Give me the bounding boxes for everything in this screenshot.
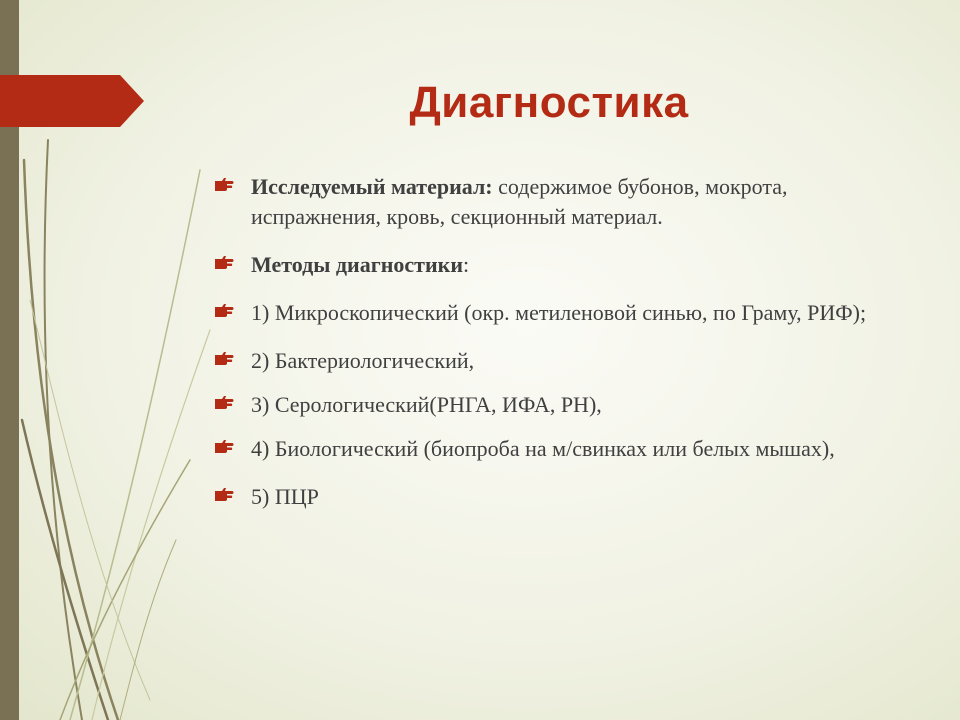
item-text: 3) Серологический(РНГА, ИФА, РН), (251, 392, 602, 417)
item-text: 2) Бактериологический, (251, 348, 475, 373)
pointing-hand-icon (214, 395, 234, 411)
list-item (214, 346, 904, 376)
list-item (214, 482, 904, 512)
list-item (214, 250, 904, 280)
pointing-hand-icon (214, 487, 234, 503)
item-text: 4) Биологический (биопроба на м/свинках или белых мышах), (251, 436, 835, 461)
list-item (214, 434, 904, 464)
item-text: : (463, 252, 470, 277)
pointing-hand-icon (214, 439, 234, 455)
item-text: 1) Микроскопический (окр. метиленовой синью, по Граму, РИФ); (251, 300, 867, 325)
list-item (214, 298, 904, 328)
pointing-hand-icon (214, 255, 234, 271)
list-item (214, 172, 904, 232)
item-text: 5) ПЦР (251, 484, 319, 509)
item-bold-text: Исследуемый материал: (251, 174, 493, 199)
item-bold-text: Методы диагностики (251, 252, 463, 277)
item-text: содержимое бубонов, мокрота, испражнения, кровь, секционный материал. (251, 174, 788, 229)
pointing-hand-icon (214, 177, 234, 193)
pointing-hand-icon (214, 351, 234, 367)
slide-title: Диагностика (409, 78, 689, 127)
list-item (214, 390, 904, 420)
pointing-hand-icon (214, 303, 234, 319)
content-list (214, 172, 904, 530)
